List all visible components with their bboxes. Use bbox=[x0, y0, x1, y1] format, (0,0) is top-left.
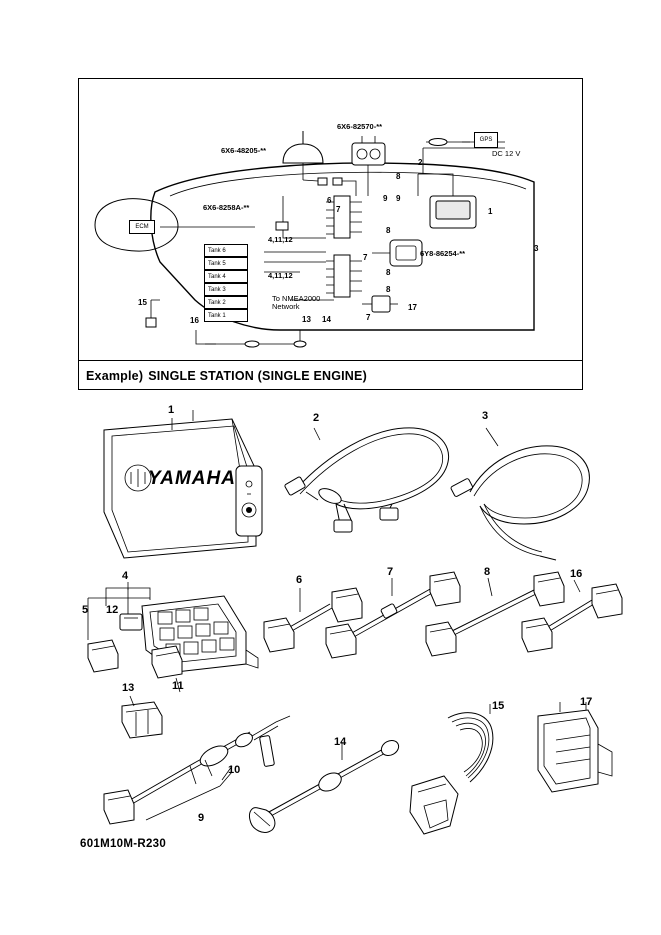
part-number-3: 3 bbox=[482, 410, 489, 422]
frame-callout-7b: 7 bbox=[363, 253, 368, 262]
tank-3: Tank 3 bbox=[204, 283, 248, 296]
note-nmea-line1: To NMEA2000 bbox=[272, 294, 321, 303]
part-number-17: 17 bbox=[580, 696, 593, 708]
frame-callout-8a: 8 bbox=[396, 172, 401, 181]
tank-2: Tank 2 bbox=[204, 296, 248, 309]
tank-6: Tank 6 bbox=[204, 244, 248, 257]
part-number-13: 13 bbox=[122, 682, 135, 694]
frame-callout-8d: 8 bbox=[386, 285, 391, 294]
frame-callout-15: 15 bbox=[138, 298, 147, 307]
frame-callout-2: 2 bbox=[418, 158, 423, 167]
drawing-code: 601M10M-R230 bbox=[80, 838, 167, 850]
ecm-label: ECM bbox=[135, 224, 149, 230]
gps-label: GPS bbox=[479, 137, 493, 143]
part-number-4: 4 bbox=[122, 570, 129, 582]
note-dc-12v: DC 12 V bbox=[492, 149, 521, 158]
code-6x6-82570: 6X6-82570-** bbox=[337, 122, 383, 131]
part-number-6: 6 bbox=[296, 574, 303, 586]
frame-callout-1: 1 bbox=[488, 207, 493, 216]
part-number-12: 12 bbox=[106, 604, 119, 616]
frame-callout-17: 17 bbox=[408, 303, 417, 312]
frame-callout-8b: 8 bbox=[386, 226, 391, 235]
tank-4: Tank 4 bbox=[204, 270, 248, 283]
frame-callout-8c: 8 bbox=[386, 268, 391, 277]
part-number-11: 11 bbox=[172, 680, 184, 692]
frame-callout-6: 6 bbox=[327, 196, 332, 205]
part-number-8: 8 bbox=[484, 566, 491, 578]
frame-callout-4-11-12-a: 4,11,12 bbox=[268, 235, 293, 244]
frame-callout-3: 3 bbox=[534, 244, 539, 253]
part-number-7: 7 bbox=[387, 566, 394, 578]
tank-1: Tank 1 bbox=[204, 309, 248, 322]
code-6x6-8258a: 6X6-8258A-** bbox=[203, 203, 250, 212]
frame-callout-13: 13 bbox=[302, 315, 311, 324]
part-number-5: 5 bbox=[82, 604, 89, 616]
yamaha-logo-text: YAMAHA bbox=[148, 468, 236, 489]
frame-callout-9a: 9 bbox=[383, 194, 388, 203]
part-number-10: 10 bbox=[228, 764, 241, 776]
part-number-15: 15 bbox=[492, 700, 505, 712]
frame-callout-7a: 7 bbox=[336, 205, 341, 214]
frame-callout-9b: 9 bbox=[396, 194, 401, 203]
frame-callout-14: 14 bbox=[322, 315, 331, 324]
code-6y8-86254: 6Y8-86254-** bbox=[420, 249, 466, 258]
code-6x6-48205: 6X6-48205-** bbox=[221, 146, 267, 155]
caption-text: SINGLE STATION (SINGLE ENGINE) bbox=[148, 368, 367, 383]
part-number-9: 9 bbox=[198, 812, 205, 824]
part-number-2: 2 bbox=[313, 412, 320, 424]
part-number-1: 1 bbox=[168, 404, 175, 416]
frame-callout-16: 16 bbox=[190, 316, 199, 325]
frame-callout-7c: 7 bbox=[366, 313, 371, 322]
note-nmea-line2: Network bbox=[272, 302, 300, 311]
part-number-16: 16 bbox=[570, 568, 583, 580]
caption-prefix: Example) bbox=[86, 368, 144, 383]
frame-callout-4-11-12-b: 4,11,12 bbox=[268, 271, 293, 280]
part-number-14: 14 bbox=[334, 736, 347, 748]
tank-5: Tank 5 bbox=[204, 257, 248, 270]
